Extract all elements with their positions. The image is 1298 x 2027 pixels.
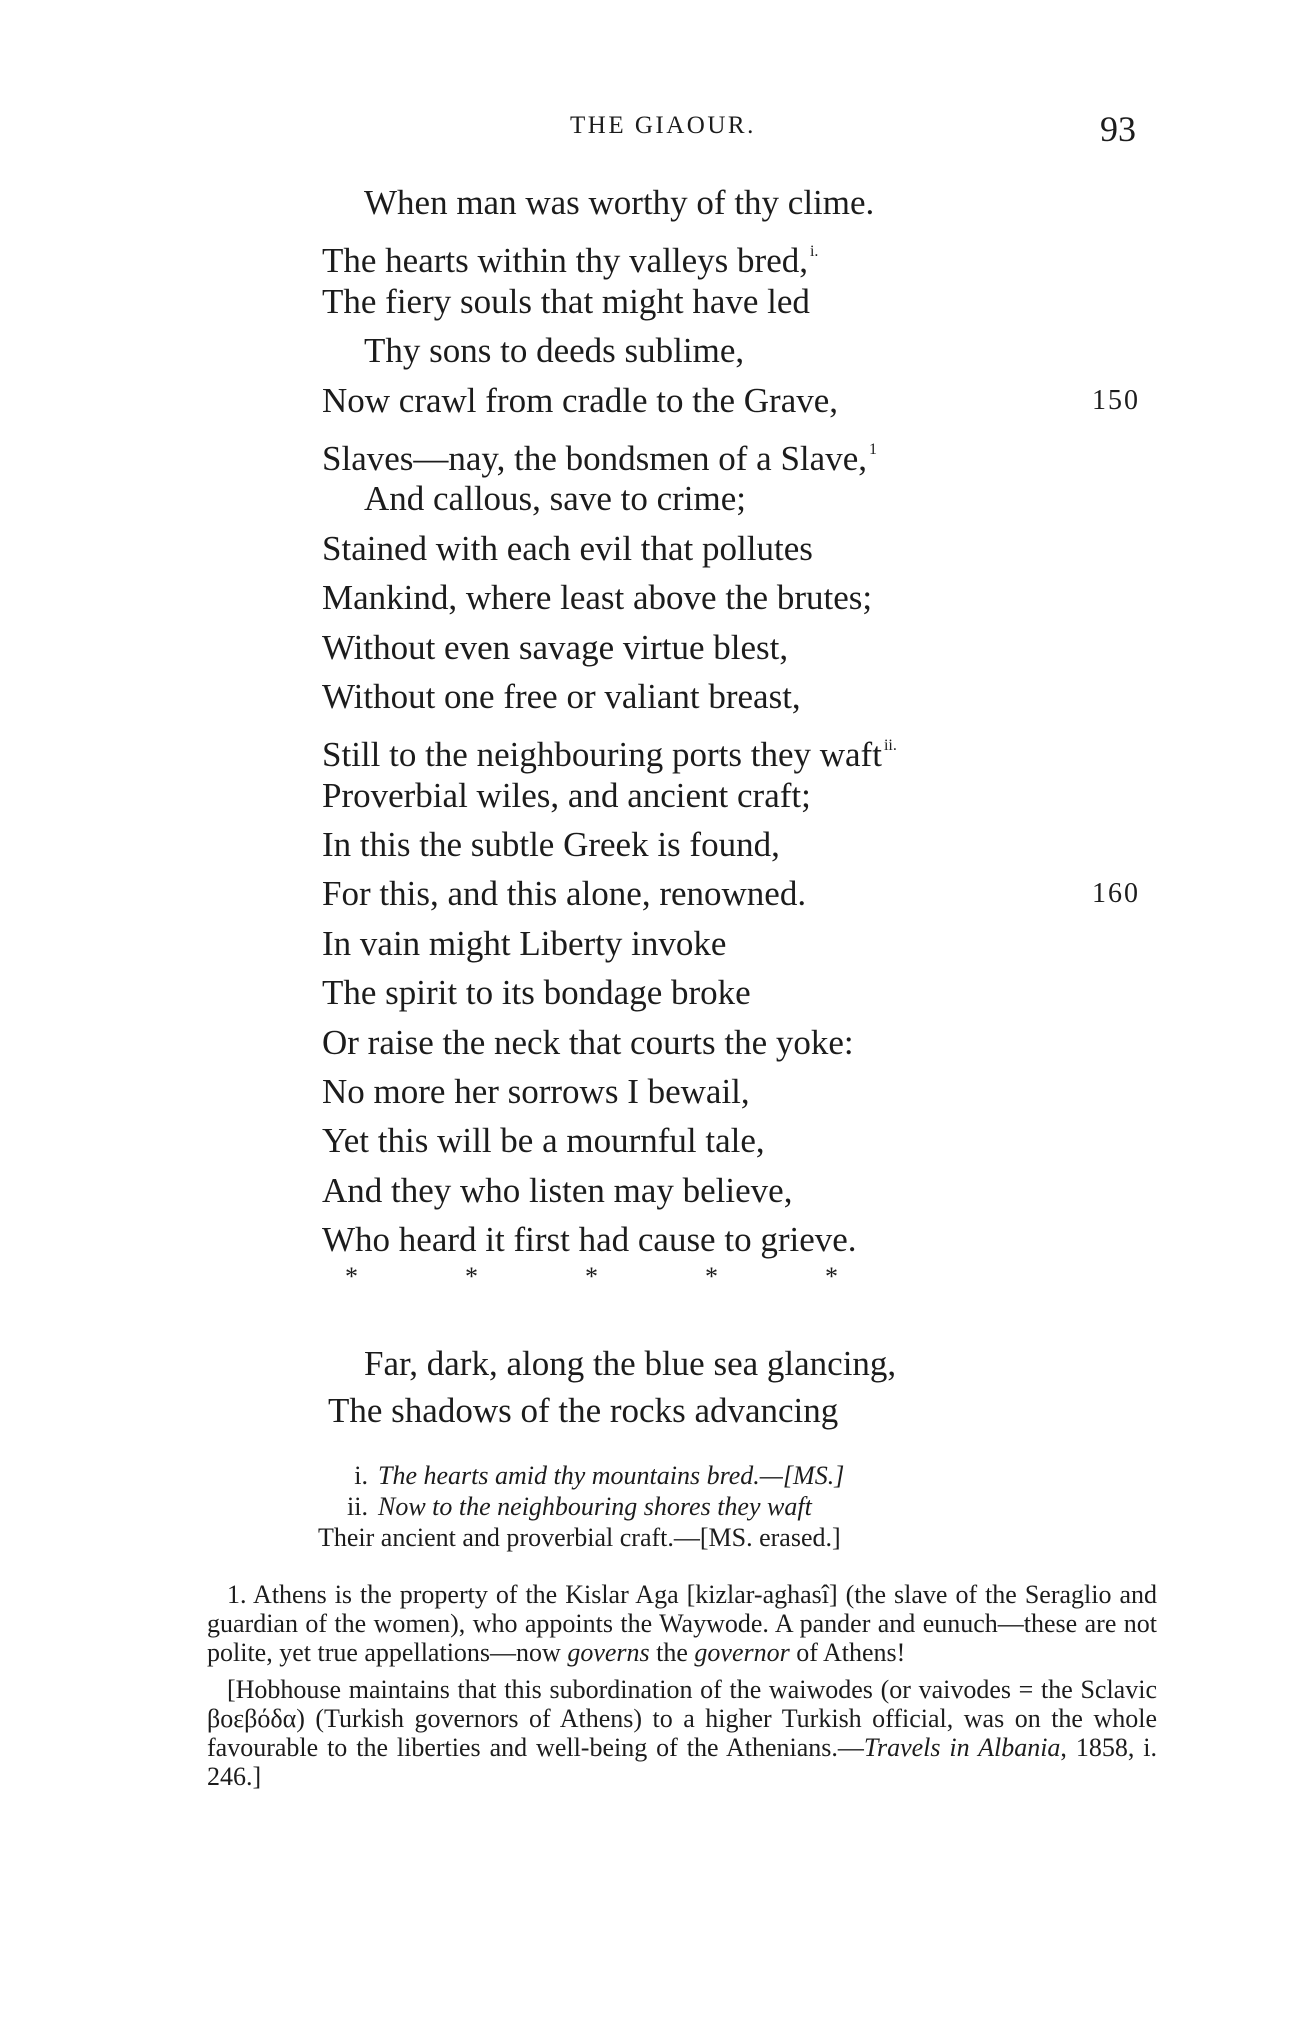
verse-line: Yet this will be a mournful tale, [322,1121,765,1161]
asterisk: * [825,1262,838,1291]
verse-line: Mankind, where least above the brutes; [322,578,873,618]
line-number: 150 [1092,384,1140,416]
verse-line: No more her sorrows I bewail, [322,1072,750,1112]
variant-marker: ii. [883,737,897,755]
asterisk: * [705,1262,718,1291]
poem-verse-continued [328,1340,1124,1434]
variant-note-text: Now to the neighbouring shores they waft [378,1492,812,1521]
verse-line: Thy sons to deeds sublime, [364,331,745,371]
verse-line: The hearts within thy valleys bred, $^{i.}$ [322,241,819,281]
section-break-asterisks [345,1262,985,1292]
variant-note-ii-continued: Their ancient and proverbial craft.—[MS. erased.] [318,1523,841,1552]
verse-line: For this, and this alone, renowned. 160 [322,869,1082,918]
verse-line: And they who listen may believe, [322,1170,793,1210]
verse-line: Without even savage virtue blest, [322,627,789,667]
asterisk: * [465,1262,478,1291]
verse-line: The spirit to its bondage broke [322,973,751,1013]
verse-line: When man was worthy of thy clime. [364,183,875,222]
verse-line: Still to the neighbouring ports they waft $^{ii.}$ [322,735,897,775]
verse-line: Or raise the neck that courts the yoke: [322,1022,854,1062]
verse-line: Proverbial wiles, and ancient craft; [322,775,811,815]
variant-note-i [318,1460,1178,1491]
poem-verse [322,178,1140,1265]
line-number: 160 [1092,878,1140,910]
footnote-1-editorial: [Hobhouse maintains that this subordination of the waiwodes (or vaivodes = the Sclavic βοεβόδα) (Turkish governors of Athens) to a higher Turkish official, was on the whole favourable to the liberties and well-being of the Athenians.—Travels in Albania, 1858, i. 246.] [207,1675,1157,1791]
variant-note-ii [318,1491,1178,1522]
running-head: THE GIAOUR. [570,112,756,139]
verse-line: Far, dark, along the blue sea glancing, [364,1344,897,1383]
variant-note-text: The hearts amid thy mountains bred.—[MS.] [378,1461,845,1490]
variant-note-mark: ii. [347,1492,368,1521]
variant-note-mark: i. [354,1461,368,1490]
variant-notes [318,1460,1178,1553]
verse-line: Stained with each evil that pollutes [322,528,813,568]
footnotes [207,1580,1157,1799]
footnote-marker: 1 [868,440,877,458]
page-number: 93 [1100,109,1136,149]
verse-line: Now crawl from cradle to the Grave, 150 [322,376,1082,425]
verse-line: In vain might Liberty invoke [322,923,727,963]
asterisk: * [345,1262,358,1291]
verse-line: Without one free or valiant breast, [322,676,801,716]
verse-line: Who heard it first had cause to grieve. [322,1220,857,1260]
verse-line: In this the subtle Greek is found, [322,825,780,865]
verse-line: Slaves—nay, the bondsmen of a Slave, $^1$ [322,438,877,478]
verse-line: The fiery souls that might have led [322,281,810,321]
verse-line: The shadows of the rocks advancing [328,1391,839,1430]
variant-marker: i. [809,243,819,261]
verse-line: And callous, save to crime; [364,479,746,519]
asterisk: * [585,1262,598,1291]
footnote-1: 1. Athens is the property of the Kislar Aga [kizlar-aghasî] (the slave of the Seraglio and guardian of the women), who appoints the Waywode. A pander and eunuch—these are not polite, yet true appellations—now governs the governor of Athens! [207,1580,1157,1667]
